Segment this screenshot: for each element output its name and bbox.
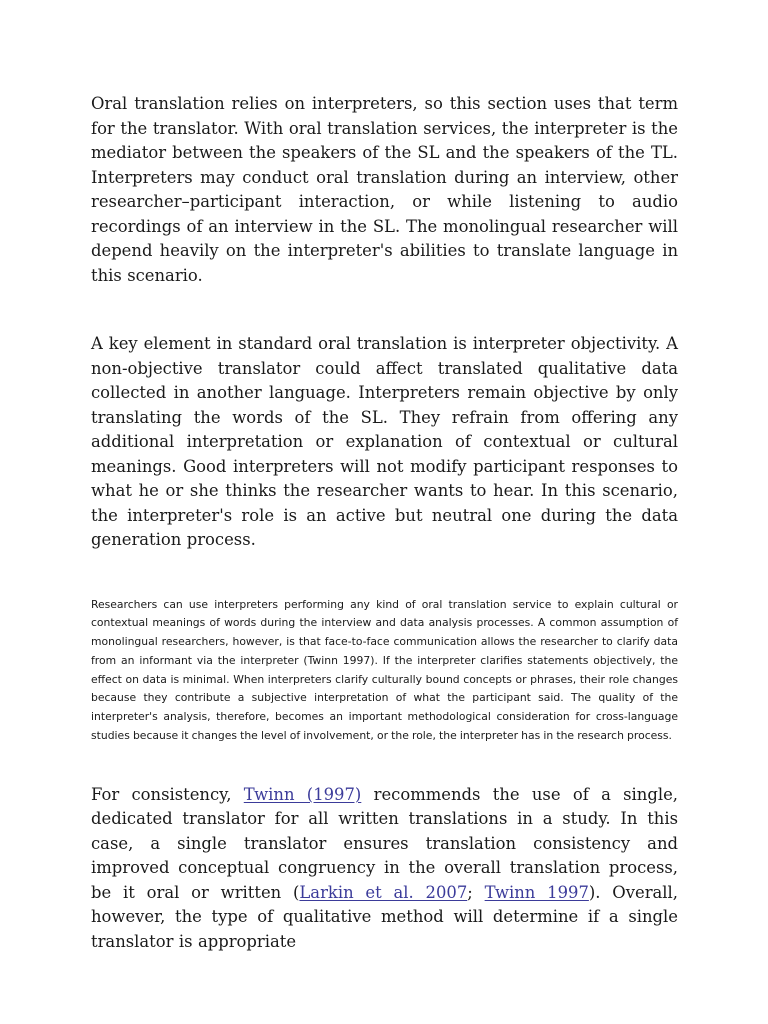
citation-link-twinn-1997-second[interactable]: Twinn 1997 bbox=[484, 882, 589, 902]
paragraph-text: ; bbox=[467, 882, 485, 902]
citation-link-larkin-2007[interactable]: Larkin et al. 2007 bbox=[299, 882, 468, 902]
citation-link-twinn-1997[interactable]: Twinn (1997) bbox=[243, 784, 362, 804]
paragraph-interpreter-objectivity: A key element in standard oral translation is interpreter objectivity. A non-objective translator could affect translated qualitative data collected in another language. Interpreters remain objective by only translating the words of the SL. They refrain from offering any additional interpretation or explanation of contextual or cultural meanings. Good interpreters will not modify participant responses to what he or she thinks the researcher wants to hear. In this scenario, the interpreter's role is an active but neutral one during the data generation process. bbox=[91, 334, 678, 549]
paragraph-text: ). Overall, however, the type of qualitative method will determine if a single translator is appropriate bbox=[91, 882, 679, 951]
document-page bbox=[91, 92, 678, 954]
paragraph-interpreter-clarification: Researchers can use interpreters performing any kind of oral translation service to explain cultural or contextual meanings of words during the interview and data analysis processes. A common assumption of monolingual researchers, however, is that face-to-face communication allows the researcher to clarify data from an informant via the interpreter (Twinn 1997). If the interpreter clarifies statements objectively, the effect on data is minimal. When interpreters clarify culturally bound concepts or phrases, their role changes because they contribute a subjective interpretation of what the participant said. The quality of the interpreter's analysis, therefore, becomes an important methodological consideration for cross-language studies because it changes the level of involvement, or the role, the interpreter has in the research process. bbox=[91, 597, 678, 743]
paragraph-text: For consistency, bbox=[91, 784, 244, 804]
paragraph-oral-translation: Oral translation relies on interpreters, so this section uses that term for the translator. With oral translation services, the interpreter is the mediator between the speakers of the SL and the speakers of the TL. Interpreters may conduct oral translation during an interview, other researcher–participant interaction, or while listening to audio recordings of an interview in the SL. The monolingual researcher will depend heavily on the interpreter's abilities to translate language in this scenario. bbox=[91, 94, 678, 285]
paragraph-consistency bbox=[91, 783, 678, 955]
paragraph-text: recommends the use of a single, dedicated translator for all written translations in a study. In this case, a single translator ensures translation consistency and improved conceptual congruency in the overall translation process, be it oral or written ( bbox=[91, 784, 679, 902]
